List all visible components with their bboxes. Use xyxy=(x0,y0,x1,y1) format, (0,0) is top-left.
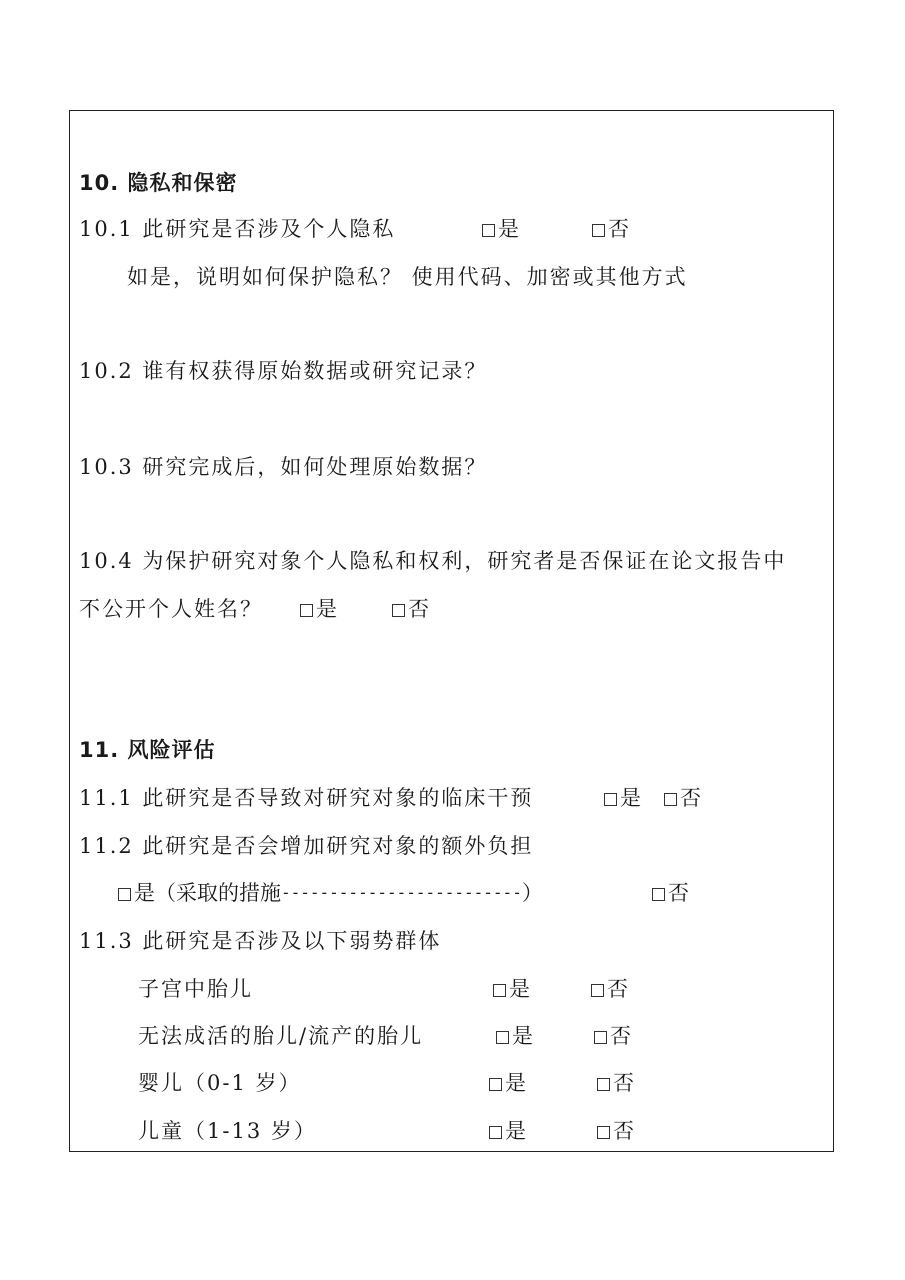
group-1-yes-option[interactable]: 是 xyxy=(496,1021,533,1051)
q11-1-yes-option[interactable]: 是 xyxy=(604,783,641,813)
group-label: 婴儿（0-1 岁） xyxy=(138,1071,302,1095)
checkbox-icon[interactable] xyxy=(652,888,665,901)
checkbox-icon[interactable] xyxy=(597,1078,610,1091)
group-1-no-option[interactable]: 否 xyxy=(594,1021,631,1051)
q11-2-yes-option[interactable]: 是（采取的措施 ------------------------- ） xyxy=(118,878,543,908)
question-11-3: 11.3 此研究是否涉及以下弱势群体 xyxy=(79,929,442,953)
question-11-2: 11.2 此研究是否会增加研究对象的额外负担 xyxy=(79,834,534,858)
checkbox-icon[interactable] xyxy=(664,793,677,806)
checkbox-icon[interactable] xyxy=(496,1031,509,1044)
group-2-yes-option[interactable]: 是 xyxy=(489,1068,526,1098)
group-label: 无法成活的胎儿/流产的胎儿 xyxy=(138,1024,424,1048)
q10-1-yes-option[interactable]: 是 xyxy=(482,214,519,244)
question-10-1-sub: 如是，说明如何保护隐私？ 使用代码、加密或其他方式 xyxy=(127,265,688,289)
group-0-yes-option[interactable]: 是 xyxy=(493,974,530,1004)
checkbox-icon[interactable] xyxy=(300,604,313,617)
question-10-4-line2: 不公开个人姓名？ xyxy=(79,597,263,621)
group-label: 子宫中胎儿 xyxy=(138,977,253,1001)
question-10-4-line1: 10.4 为保护研究对象个人隐私和权利，研究者是否保证在论文报告中 xyxy=(79,549,787,573)
checkbox-icon[interactable] xyxy=(489,1078,502,1091)
question-10-3: 10.3 研究完成后，如何处理原始数据？ xyxy=(79,455,488,479)
q11-2-no-option[interactable]: 否 xyxy=(652,878,689,908)
group-3-yes-option[interactable]: 是 xyxy=(489,1116,526,1146)
checkbox-icon[interactable] xyxy=(392,604,405,617)
checkbox-icon[interactable] xyxy=(604,793,617,806)
q10-1-no-option[interactable]: 否 xyxy=(592,214,629,244)
q11-1-no-option[interactable]: 否 xyxy=(664,783,701,813)
checkbox-icon[interactable] xyxy=(482,224,495,237)
section-11-title: 11. 风险评估 xyxy=(79,738,216,762)
q10-4-no-option[interactable]: 否 xyxy=(392,594,429,624)
checkbox-icon[interactable] xyxy=(592,224,605,237)
group-label: 儿童（1-13 岁） xyxy=(138,1119,317,1143)
checkbox-icon[interactable] xyxy=(493,984,506,997)
measures-blank[interactable]: ------------------------- xyxy=(281,883,522,902)
group-3-no-option[interactable]: 否 xyxy=(597,1116,634,1146)
section-10-title: 10. 隐私和保密 xyxy=(79,171,238,195)
group-2-no-option[interactable]: 否 xyxy=(597,1068,634,1098)
checkbox-icon[interactable] xyxy=(591,984,604,997)
checkbox-icon[interactable] xyxy=(489,1126,502,1139)
question-11-1: 11.1 此研究是否导致对研究对象的临床干预 xyxy=(79,786,534,810)
q10-4-yes-option[interactable]: 是 xyxy=(300,594,337,624)
group-0-no-option[interactable]: 否 xyxy=(591,974,628,1004)
question-10-1: 10.1 此研究是否涉及个人隐私 xyxy=(79,217,396,241)
question-10-2: 10.2 谁有权获得原始数据或研究记录？ xyxy=(79,359,488,383)
checkbox-icon[interactable] xyxy=(597,1126,610,1139)
checkbox-icon[interactable] xyxy=(594,1031,607,1044)
checkbox-icon[interactable] xyxy=(118,888,131,901)
